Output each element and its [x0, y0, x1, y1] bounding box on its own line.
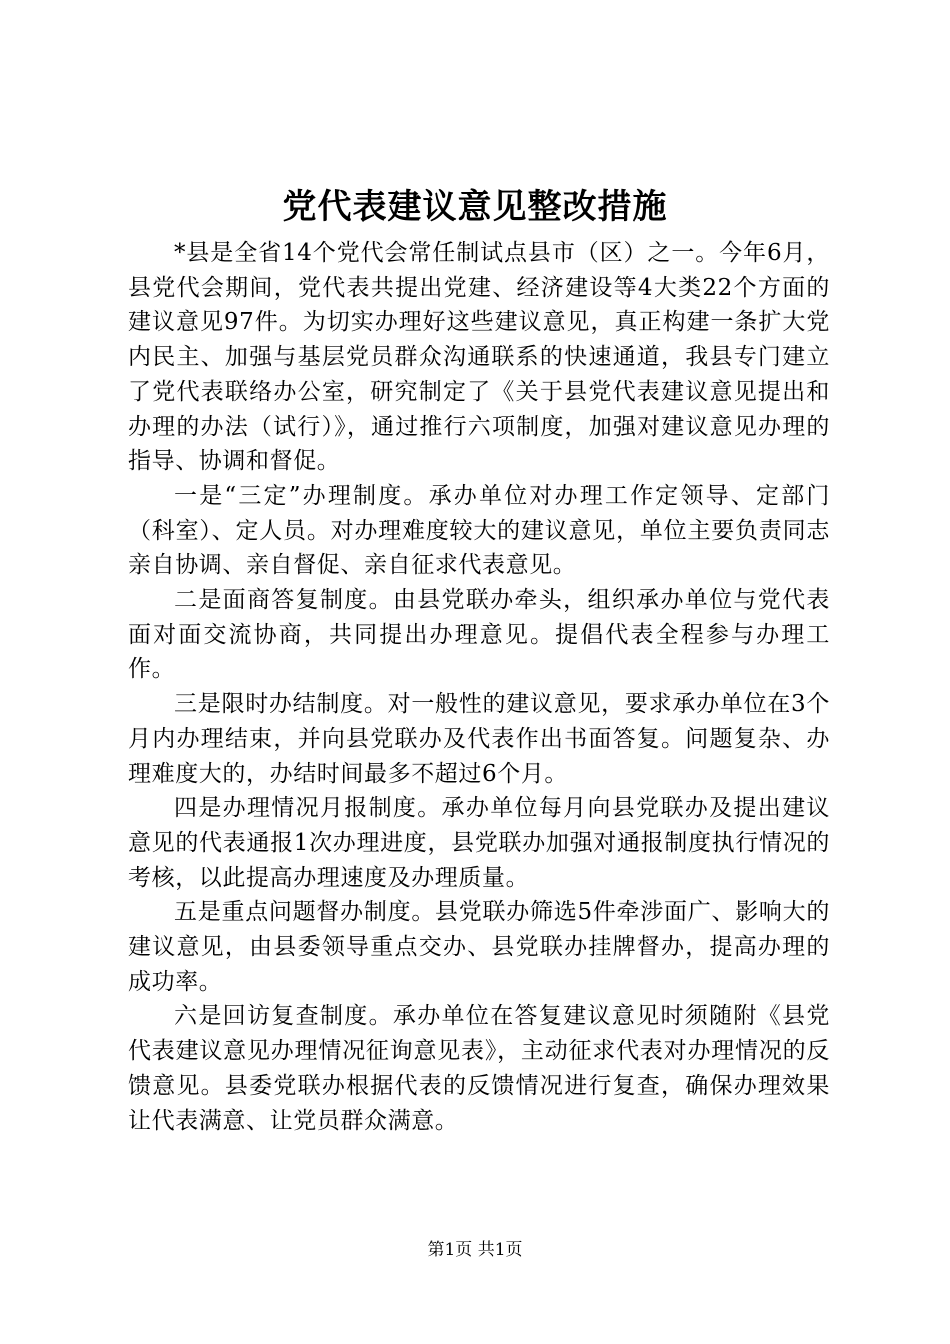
document-title: 党代表建议意见整改措施 — [282, 187, 668, 227]
paragraph-measure-3: 三是限时办结制度。对一般性的建议意见，要求承办单位在3个月内办理结束，并向县党联办及代表作出书面答复。问题复杂、办理难度大的，办结时间最多不超过6个月。 — [128, 691, 830, 787]
document-body — [128, 236, 830, 1138]
paragraph-measure-2: 二是面商答复制度。由县党联办牵头，组织承办单位与党代表面对面交流协商，共同提出办理意见。提倡代表全程参与办理工作。 — [128, 587, 830, 683]
paragraph-measure-6: 六是回访复查制度。承办单位在答复建议意见时须随附《县党代表建议意见办理情况征询意见表》，主动征求代表对办理情况的反馈意见。县委党联办根据代表的反馈情况进行复查，确保办理效果让代表满意、让党员群众满意。 — [128, 1003, 830, 1134]
paragraph-measure-4: 四是办理情况月报制度。承办单位每月向县党联办及提出建议意见的代表通报1次办理进度，县党联办加强对通报制度执行情况的考核，以此提高办理速度及办理质量。 — [128, 795, 830, 891]
page-number-footer: 第1页 共1页 — [427, 1240, 523, 1260]
paragraph-measure-1: 一是“三定”办理制度。承办单位对办理工作定领导、定部门（科室）、定人员。对办理难度较大的建议意见，单位主要负责同志亲自协调、亲自督促、亲自征求代表意见。 — [128, 482, 830, 579]
paragraph-intro: *县是全省14个党代会常任制试点县市（区）之一。今年6月，县党代会期间，党代表共提出党建、经济建设等4大类22个方面的建议意见97件。为切实办理好这些建议意见，真正构建一条扩大党内民主、加强与基层党员群众沟通联系的快速通道，我县专门建立了党代表联络办公室，研究制定了《关于县党代表建议意见提出和办理的办法（试行）》，通过推行六项制度，加强对建议意见办理的指导、协调和督促。 — [128, 240, 830, 475]
paragraph-measure-5: 五是重点问题督办制度。县党联办筛选5件牵涉面广、影响大的建议意见，由县委领导重点交办、县党联办挂牌督办，提高办理的成功率。 — [128, 899, 830, 995]
